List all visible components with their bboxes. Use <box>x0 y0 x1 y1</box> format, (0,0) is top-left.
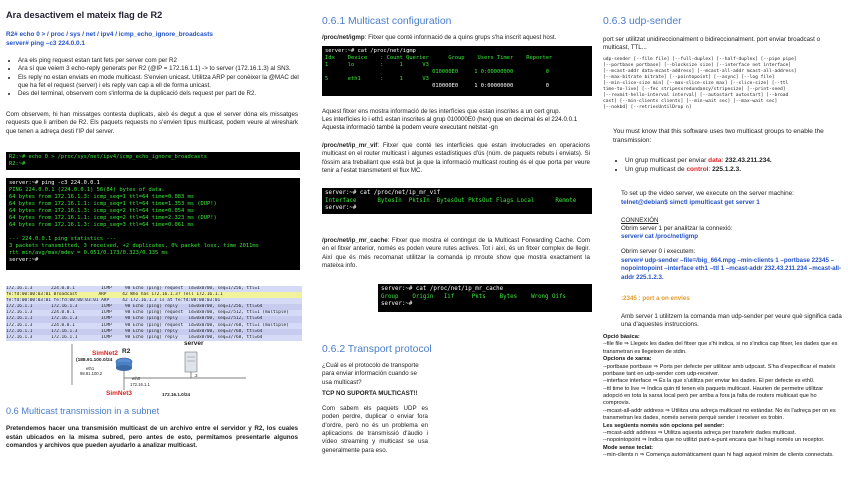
terminal-vif <box>322 188 592 214</box>
transport-answer: TCP NO SUPORTA MULTICAST!! <box>322 390 418 397</box>
terminal-line: 64 bytes from 172.16.1.1: icmp_seq=2 ttl=64 time=2.323 ms (DUP!) <box>9 215 217 222</box>
label-eth1: eth1 <box>86 366 95 371</box>
igmp-file: /proc/net/igmp <box>322 34 365 41</box>
terminal-line: server:~# cat /proc/net/ip_mr_cache <box>381 286 504 292</box>
network-diagram <box>66 340 266 402</box>
option-line: --interface interface ⇒ És la que s'utilitza per enviar les dades. El per defecte es eth0. <box>603 378 815 385</box>
setup-text: To set up the video server, we execute on the server machine: <box>621 190 794 197</box>
list-item-control-group: • Un grup multicast de control: 225.1.2.3. <box>625 166 848 175</box>
terminal-line: Idx Device : Count Querier Group Users Timer Reporter <box>325 55 553 62</box>
option-line: --portbase portbase ⇒ Ports per defecte per utilitzar amb udpcast. S'ha d'especificar el mateix portbase tant en udp-sender com udp-receiver. <box>603 363 836 377</box>
option-line: --min-clients n ⇒ Comença automàticament quan hi hagi aquest mínim de clients connectats. <box>603 452 834 458</box>
terminal-ping <box>6 178 300 270</box>
connexio-title: CONNEXIÓN <box>621 217 659 224</box>
must-know-text: You must know that this software uses two multicast groups to enable the transmission: <box>613 128 824 144</box>
terminal-line: 1 lo : 1 V3 <box>325 62 429 69</box>
vif-description <box>322 142 590 175</box>
table-row[interactable]: 172.16.1.3 172.16.1.1 ICMP 98 Echo (ping) reply id=0x0700, seq=3/768, ttl=64 <box>6 335 302 341</box>
control-word: control <box>686 165 709 173</box>
option-heading: Opcions de xarxa: <box>603 356 652 363</box>
section-title-flag: Ara desactivem el mateix flag de R2 <box>6 10 163 20</box>
label-server-ip: .3 <box>194 373 198 378</box>
vif-text: : Fitxer que conté les interfícies que estan involucrades en operacions multicast en el router multicast i algunes estadístiques d'ús (núm. de paquets rebuts i enviats). Si fòssim ara treballant que està but ja que la informació multicast routing és el que porta per veure tenir a l'estat transmetent el flux MC. <box>322 142 590 175</box>
obrim-server0: Obrim server 0 i executem: <box>621 248 696 255</box>
command-ping: server# ping –c3 224.0.0.1 <box>6 40 85 47</box>
transport-question: ¿Cuál es el protocolo de transporte para enviar información cuando se usa multicast? <box>322 362 419 386</box>
terminal-line: 010000E0 1 0:00000000 0 <box>325 69 549 76</box>
option-heading: Opció bàsica: <box>603 334 640 340</box>
transport-para: Com sabem els paquets UDP es poden perdre, duplicar o enviar fora d'ordre, però no és un problema en aplicacions de transmissió d'àudio i vídeo streaming y multicast se usa generalmente para eso. <box>322 405 428 454</box>
usage-line: udp-sender [--file file] [--full-duplex] [--half-duplex] [--pipe pipe] <box>603 57 797 62</box>
list-item: • Ara sí que veiem 3 echo-reply generats per R2 (@IP = 172.16.1.1) -> to server (172.16.1.3) al SN3. <box>18 65 310 73</box>
cache-file: /proc/net/ip_mr_cache <box>322 237 388 244</box>
usage-line: [--rexmit-hello-interval interval] [--autostart autostart] [--broad <box>603 92 789 98</box>
paragraph-multicast: Pretendemos hacer una transmisión multicast de un archivo entre el servidor y R2, los cuales están ubicados en la misma subred, pero antes de esto, permitamos presentarle algunos comandos y archivos que pueden ayudarlo a analizar multicast. <box>6 425 298 449</box>
data-group-ip: 232.43.211.234. <box>725 157 772 164</box>
label-server: server <box>184 340 204 347</box>
list-item: • Els reply no estan enviats en mode multicast. S'envien unicast. Utilitza ARP per conèixer la @MAC del que ha fet el request (server) i els reply van cap a ell de forma unicast. <box>18 74 310 91</box>
terminal-line: 64 bytes from 172.16.1.1: icmp_seq=1 ttl=64 time=1.353 ms (DUP!) <box>9 201 217 208</box>
option-heading: Les següents només són opcions pel sender: <box>603 422 725 429</box>
section-title-multicast: 0.6 Multicast transmission in a subnet <box>6 406 160 416</box>
udp-usage <box>603 57 843 111</box>
section-title-transport: 0.6.2 Transport protocol <box>322 344 432 355</box>
obrim-server1-cmd: server# cat /proc/net/igmp <box>621 233 699 240</box>
igmp-description <box>322 34 590 42</box>
table-row[interactable]: 172.16.1.3 224.0.0.1 ICMP 98 Echo (ping) request id=0x0700, seq=2/512, ttl=1 (multiple) <box>6 310 302 316</box>
usage-line: cast] [--min-clients clients] [--min-wait sec] [--max-wait sec] <box>603 98 778 104</box>
usage-line: [--mcast-addr data-mcast-address] [--mcast-all-addr mcast-all-address] <box>603 68 797 74</box>
terminal-line: 3 packets transmitted, 3 received, +2 duplicates, 0% packet loss, time 2011ms <box>9 243 259 250</box>
udp-intro: port ser utilitzat unidireccionalment o bidireccionalment. port enviar broadcast o multicast, TTL... <box>603 36 821 52</box>
igmp-para: Aquest fitxer ens mostra informació de les interfícies que estan inscrites a un cert grup. <box>322 108 561 115</box>
data-word: data <box>708 157 722 164</box>
option-line: --ttl time to live ⇒ Indica quin ttl tenen els paquets multicast. Haurien de permetre utilitzar adopció en tota la xarxa local però per arriba a fora ja falta de routers multicast que ho comprovis. <box>603 385 824 407</box>
table-row[interactable]: 172.16.1.1 172.16.1.3 ICMP 98 Echo (ping) reply id=0x0700, seq=2/512, ttl=64 <box>6 316 302 322</box>
terminal-line: 64 bytes from 172.16.1.3: icmp_seq=1 ttl=64 time=0.083 ms <box>9 194 194 201</box>
terminal-line: 64 bytes from 172.16.1.3: icmp_seq=3 ttl=64 time=0.061 ms <box>9 222 194 229</box>
label-eth0: eth0 <box>132 376 141 381</box>
terminal-line: 5 eth1 : 1 V3 <box>325 76 429 83</box>
terminal-line: server:~# <box>381 301 413 308</box>
paragraph-duplicates: Com observem, hi han missatges contesta duplicats, això és degut a que el server dóna els missatges requests que li arriben de R2. Els paquets requests no s'envien tipus multicast, podem veure al wireshark que tenen a adreça desti l'IP del server. <box>6 111 298 135</box>
label-net3: 172.16.1.0/24 <box>162 392 191 397</box>
terminal-line: server:~# <box>325 205 357 212</box>
terminal-echo: R2:~# echo 0 > /proc/sys/net/ipv4/icmp_echo_ignore_broadcasts R2:~# <box>6 152 300 170</box>
udp-sender-command: server# udp-sender –file=/big_664.mpg –min-clients 1 –portbase 22345 –nopointopoint –interface eth1 –ttl 1 –mcast-addr 232.43.211.234 –mcast-all-addr 225.1.2.3. <box>621 257 842 281</box>
table-row[interactable]: 172.16.1.1 172.16.1.3 ICMP 98 Echo (ping) reply id=0x0700, seq=3/768, ttl=64 <box>6 329 302 335</box>
vif-file: /proc/net/ip_mr_vif <box>322 142 378 149</box>
usage-line: [--portbase portbase] [--blocksize size] [--interface net interface] <box>603 62 792 68</box>
list-item: • Ara els ping request estan tant fets per server com per R2 <box>18 57 310 65</box>
option-line: --file file ⇒ Llegeix les dades del fitxer que s'hi indica, si no s'indica cap fitxer, les dades que es transmetran es llegeixen de stdin. <box>603 341 838 355</box>
section-title-config: 0.6.1 Multicast configuration <box>322 16 452 27</box>
igmp-para-bold: Les interfícies lo i eth1 estan inscrites al grup 010000E0 (hex) que en decimal és el 224.0.0.1 Aquesta informació també la podem veure executant netstat -gn <box>322 116 578 132</box>
terminal-line: rtt min/avg/max/mdev = 0.051/0.173/0.323/0.135 ms <box>9 250 169 257</box>
terminal-line: server:~# cat /proc/net/igmp <box>325 48 416 54</box>
terminal-igmp <box>322 46 592 96</box>
igmp-text: : Fitxer que conté informació de a quins grups s'ha inscrit aquest host. <box>364 34 557 41</box>
label-simnet3: SimNet3 <box>106 390 133 397</box>
label-eth1-ip: 98.81.100.2 <box>80 371 103 376</box>
list-item: • Des del terminal, observem com s'informa de la duplicació dels request per part de R2. <box>18 90 310 98</box>
option-line: --mcast-all-addr address ⇒ Utilitza una adreça multicast no estàndar. No és l'adreça per on es transmetran les dades, només serveix perquè sender i receiver es trobin. <box>603 407 836 422</box>
server-icon <box>185 352 197 372</box>
option-line: --nopointopoint ⇒ Indica que no utilitzi punt-a-punt encara que hi hagi només un receptor. <box>603 437 825 444</box>
port-note: :2345 : port a on envies <box>621 295 690 302</box>
label-eth0-ip: 172.16.1.1 <box>130 382 150 387</box>
amb-server1: Amb server 1 utilitzem la comanda man udp-sender per veure què significa cada una d'aquestes instruccions. <box>621 313 842 329</box>
table-row[interactable]: fe:fd:00:00:03:01 Broadcast ARP 42 Who has 172.16.1.3? Tell 172.16.1.1 <box>6 292 302 298</box>
table-row[interactable]: 172.16.1.3 224.0.0.1 ICMP 98 Echo (ping) request id=0x0700, seq=1/256, ttl=1 <box>6 286 302 292</box>
usage-line: time-to-live] [--fec stripesxredundancy/stripesize] [--print-seed] <box>603 86 786 92</box>
table-row[interactable]: 172.16.1.3 224.0.0.1 ICMP 98 Echo (ping) request id=0x0700, seq=3/768, ttl=1 (multiple) <box>6 323 302 329</box>
label-r2: R2 <box>122 348 131 355</box>
terminal-cache <box>378 284 592 312</box>
terminal-line: Group Origin Iif Pkts Bytes Wrong Oifs <box>381 293 566 300</box>
group-list <box>613 157 848 175</box>
terminal-line <box>9 229 297 236</box>
usage-line: [--min-slice-size min] [--max-slice-size max] [--slice-size] [--ttl <box>603 80 789 86</box>
table-row[interactable]: 172.16.1.1 172.16.1.3 ICMP 98 Echo (ping) reply id=0x0700, seq=1/256, ttl=64 <box>6 304 302 310</box>
terminal-line: PING 224.0.0.1 (224.0.0.1) 56(84) bytes of data. <box>9 187 165 194</box>
terminal-line: server:~# ping -c3 224.0.0.1 <box>9 180 100 186</box>
packet-table <box>6 286 302 341</box>
terminal-line: Interface BytesIn PktsIn BytesOut PktsOut Flags Local Remote <box>325 197 577 204</box>
terminal-line: --- 224.0.0.1 ping statistics --- <box>9 236 117 243</box>
usage-line: [--nokbd] [--retriesUntilDrop n] <box>603 104 692 110</box>
command-echo: R2# echo 0 > / proc / sys / net / ipv4 / icmp_echo_ignore_broadcasts <box>6 31 213 38</box>
label-simnet2: SimNet2 <box>92 350 119 357</box>
terminal-line: server:~# cat /proc/net/ip_mr_vif <box>325 190 441 196</box>
list-item-data-group: • Un grup multicast per enviar data: 232.43.211.234. <box>625 157 848 166</box>
cache-text: : Fitxer que mostra el contingut de la Multicast Forwarding Cache. Com en el fitxer anterior, només es poden veure rutes actives. Tot i així, és un fitxer complex de llegir. Així que és més recomanat utilitzar la comanda ip mroute show que mostra exactament la mateixa info. <box>322 237 590 270</box>
table-row[interactable]: fe:fd:00:00:03:01 fe:fd:00:00:03:01 ARP 42 172.16.1.3 is at fe:fd:00:00:03:01 <box>6 298 302 304</box>
option-line: --mcast-addr address ⇒ Utilitza aquesta adreça per transferir dades multicast. <box>603 429 797 436</box>
usage-line: [--max-bitrate bitrate] [--pointopoint] [--async] [--log file] <box>603 74 775 80</box>
terminal-line: 64 bytes from 172.16.1.3: icmp_seq=2 ttl=64 time=0.054 ms <box>9 208 194 215</box>
control-group-ip: 225.1.2.3. <box>712 165 742 173</box>
bullet-list <box>6 57 310 99</box>
cache-description <box>322 237 590 270</box>
setup-command: telnet@debian$ simctl ipmulticast get server 1 <box>621 199 760 206</box>
terminal-line: 010000E0 1 0:00000000 0 <box>325 83 549 90</box>
terminal-line: server:~# <box>9 257 39 264</box>
section-title-udp-sender: 0.6.3 udp-sender <box>603 16 682 27</box>
router-icon-base <box>116 365 132 371</box>
label-net2: (188.91.100.0/24 <box>76 358 113 363</box>
option-heading: Mode sense teclat: <box>603 444 654 451</box>
udp-sender-options <box>603 334 843 459</box>
obrim-server1: Obrim server 1 per analitzar la connexió: <box>621 225 733 232</box>
